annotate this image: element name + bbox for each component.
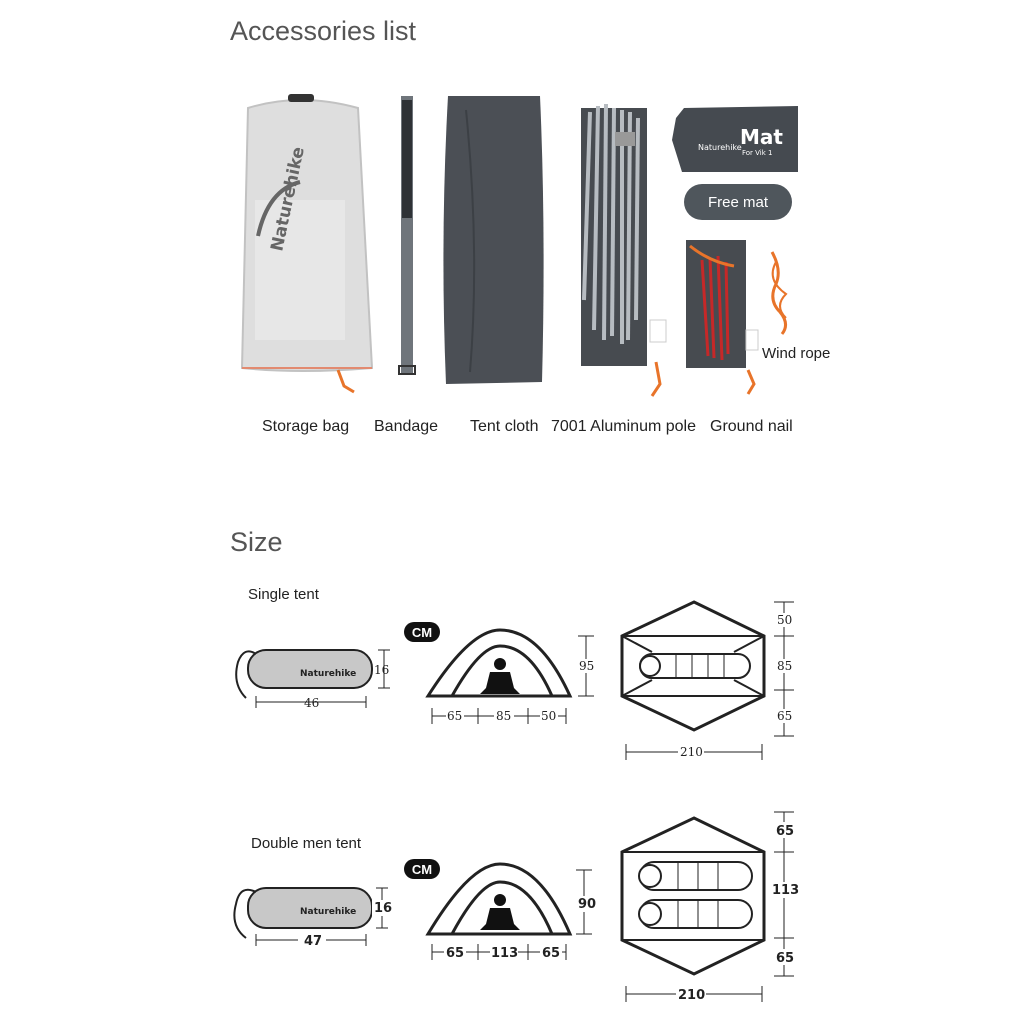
single-height: 95 [579, 659, 595, 673]
double-tent-diagram [0, 800, 1024, 1010]
double-top-view [622, 812, 794, 1002]
double-pack-length: 47 [304, 934, 323, 949]
size-title: Size [230, 527, 283, 557]
accessories-illustration [0, 0, 1024, 470]
double-side-left: 65 [446, 946, 465, 961]
single-top-lower: 65 [777, 709, 793, 723]
ground-nail-image [686, 240, 758, 394]
double-side-mid: 113 [491, 946, 519, 961]
wind-rope-image [772, 252, 786, 334]
single-bag-logo: Naturehike [300, 669, 357, 679]
aluminum-pole-label: 7001 Aluminum pole [551, 418, 696, 435]
single-top-length: 210 [680, 745, 703, 759]
double-tent-label: Double men tent [251, 835, 362, 852]
storage-bag-logo: Naturehike [267, 145, 309, 254]
aluminum-pole-image [581, 104, 666, 396]
single-top-upper: 50 [777, 613, 793, 627]
single-unit-badge: CM [404, 622, 440, 642]
double-bag-logo: Naturehike [300, 907, 357, 917]
ground-nail-label: Ground nail [710, 418, 793, 435]
storage-bag-label: Storage bag [262, 418, 350, 435]
mat-bag-image [672, 106, 798, 172]
double-top-mid: 113 [772, 883, 800, 898]
bandage-label: Bandage [374, 418, 439, 435]
single-side-mid: 85 [496, 709, 512, 723]
double-unit-badge: CM [404, 859, 440, 879]
double-height: 90 [578, 897, 597, 912]
storage-bag-image [242, 94, 372, 392]
single-tent-label: Single tent [248, 586, 319, 603]
tent-cloth-image [443, 96, 543, 384]
single-side-left: 65 [447, 709, 463, 723]
single-pack-diameter: 16 [374, 663, 390, 677]
free-mat-badge: Free mat [684, 184, 792, 220]
tent-cloth-label: Tent cloth [470, 418, 539, 435]
single-top-view [622, 602, 794, 760]
double-side-right: 65 [542, 946, 561, 961]
single-tent-diagram [0, 590, 1024, 770]
single-pack-length: 46 [304, 696, 320, 710]
double-pack-diameter: 16 [374, 901, 393, 916]
mat-bag-sub: For Vik 1 [742, 149, 773, 157]
bandage-image [399, 96, 415, 374]
single-top-mid: 85 [777, 659, 793, 673]
double-top-lower: 65 [776, 951, 795, 966]
accessories-title: Accessories list [230, 16, 417, 46]
double-top-upper: 65 [776, 824, 795, 839]
mat-bag-logo: Naturehike [698, 143, 742, 152]
mat-bag-title: Mat [740, 125, 783, 149]
double-top-length: 210 [678, 988, 706, 1003]
single-side-right: 50 [541, 709, 557, 723]
wind-rope-label: Wind rope [762, 345, 831, 362]
